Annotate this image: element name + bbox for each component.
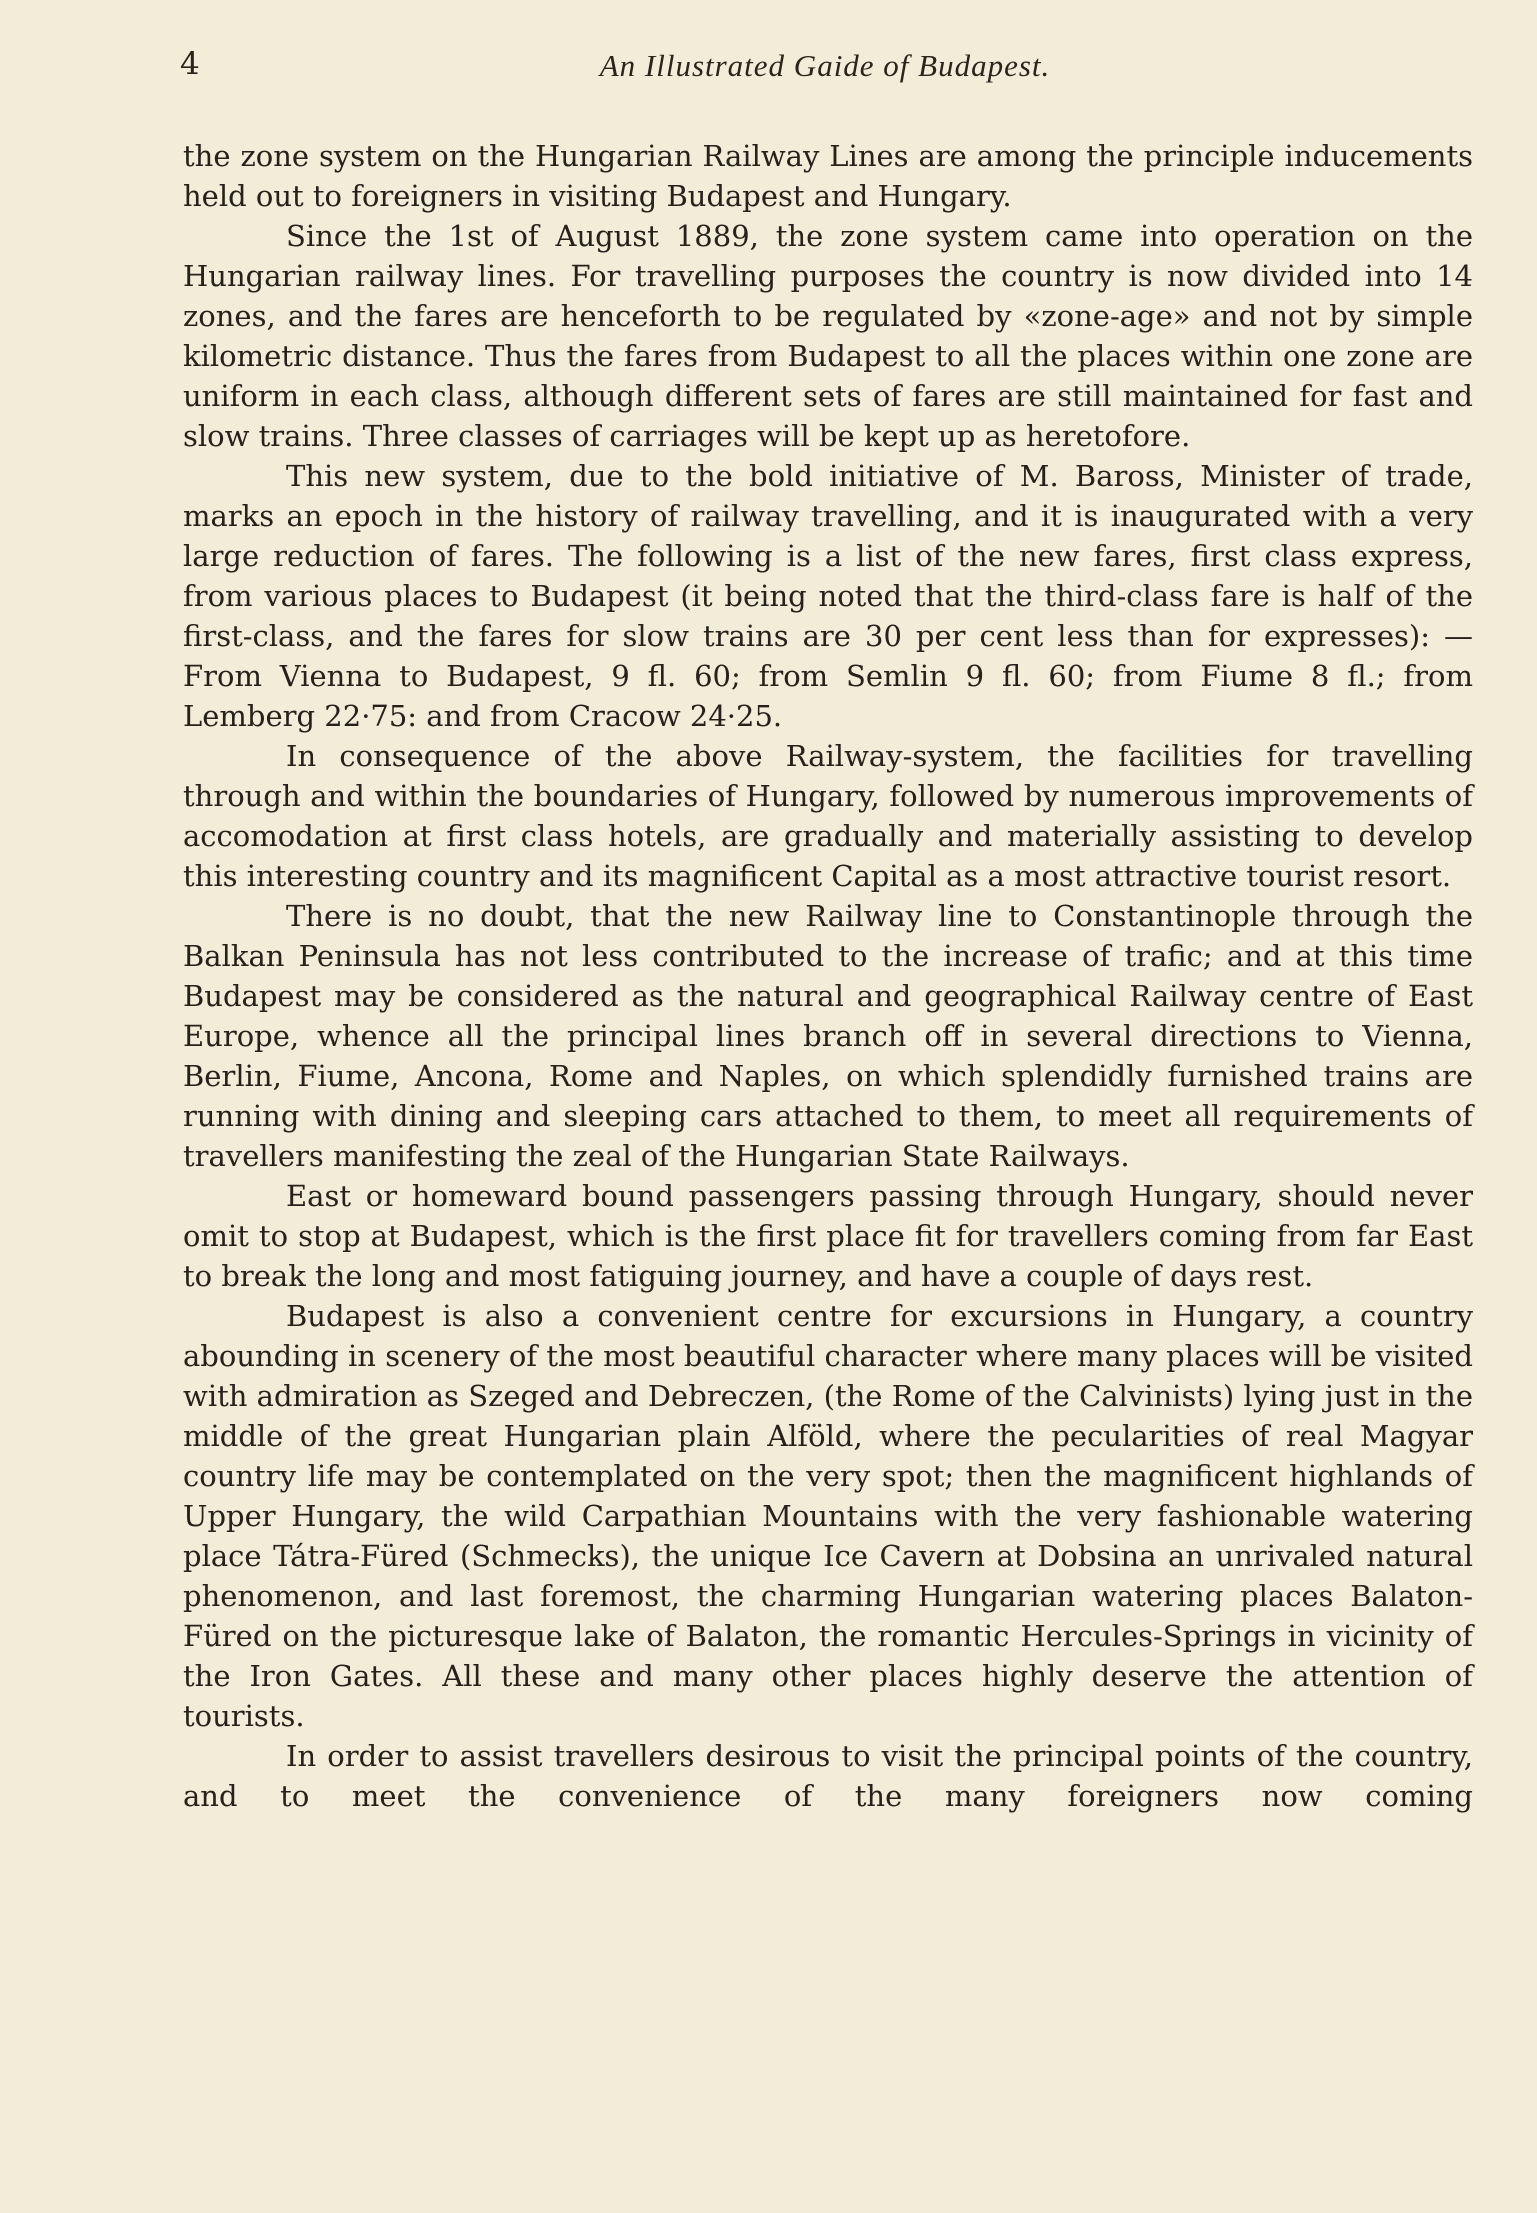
page-header (180, 46, 1470, 86)
paragraph-east-bound: East or homeward bound passengers passing through Hungary, should never omit to stop at Budapest, which is the first place fit for travellers coming from far East to break the long and most fatiguing journey, and have a couple of days rest. (183, 1179, 1473, 1293)
paragraph-continued: the zone system on the Hungarian Railway Lines are among the principle inducements held out to foreigners in visiting Budapest and Hungary. (183, 139, 1473, 213)
paragraph-baross-fares: This new system, due to the bold initiative of M. Baross, Minister of trade, marks an epoch in the history of railway travelling, and it is inaugurated with a very large reduction of fares. The following is a list of the new fares, first class express, from various places to Budapest (it being noted that the third-class fare is half of the first-class, and the fares for slow trains are 30 per cent less than for expresses): — From Vienna to Budapest, 9 fl. 60; from Semlin 9 fl. 60; from Fiume 8 fl.; from Lemberg 22·75: and from Cracow 24·25. (183, 459, 1473, 733)
paragraph-zone-system: Since the 1st of August 1889, the zone system came into operation on the Hungarian railway lines. For travelling purposes the country is now divided into 14 zones, and the fares are henceforth to be regulated by «zone-age» and not by simple kilometric distance. Thus the fares from Budapest to all the places within one zone are uniform in each class, although different sets of fares are still maintained for fast and slow trains. Three classes of carriages will be kept up as heretofore. (183, 219, 1473, 453)
paragraph-constantinople-line: There is no doubt, that the new Railway line to Constantinople through the Balkan Peninsula has not less contributed to the increase of trafic; and at this time Budapest may be considered as the natural and geographical Railway centre of East Europe, whence all the principal lines branch off in several directions to Vienna, Berlin, Fiume, Ancona, Rome and Naples, on which splendidly furnished trains are running with dining and sleeping cars attached to them, to meet all requirements of travellers manifesting the zeal of the Hungarian State Railways. (183, 899, 1473, 1173)
paragraph-excursions: Budapest is also a convenient centre for excursions in Hungary, a country abounding in scenery of the most beautiful character where many places will be visited with admiration as Szeged and Debreczen, (the Rome of the Calvinists) lying just in the middle of the great Hungarian plain Alföld, where the pecularities of real Magyar country life may be contemplated on the very spot; then the magnificent highlands of Upper Hungary, the wild Carpathian Mountains with the very fashionable watering place Tátra-Füred (Schmecks), the unique Ice Cavern at Dobsina an unrivaled natural phenomenon, and last foremost, the charming Hungarian watering places Balaton-Füred on the picturesque lake of Balaton, the romantic Hercules-Springs in vicinity of the Iron Gates. All these and many other places highly deserve the attention of tourists. (183, 1299, 1473, 1733)
running-title: An Illustrated Gaide of Budapest. (599, 48, 1051, 83)
page-number: 4 (180, 46, 200, 82)
body-text (183, 136, 1473, 1816)
paragraph-assist-travellers: In order to assist travellers desirous to visit the principal points of the country, and to meet the convenience of the many foreigners now coming (183, 1739, 1473, 1813)
paragraph-facilities: In consequence of the above Railway-system, the facilities for travelling through and within the boundaries of Hungary, followed by numerous improvements of accomodation at first class hotels, are gradually and materially assisting to develop this interesting country and its magnificent Capital as a most attractive tourist resort. (183, 739, 1473, 893)
